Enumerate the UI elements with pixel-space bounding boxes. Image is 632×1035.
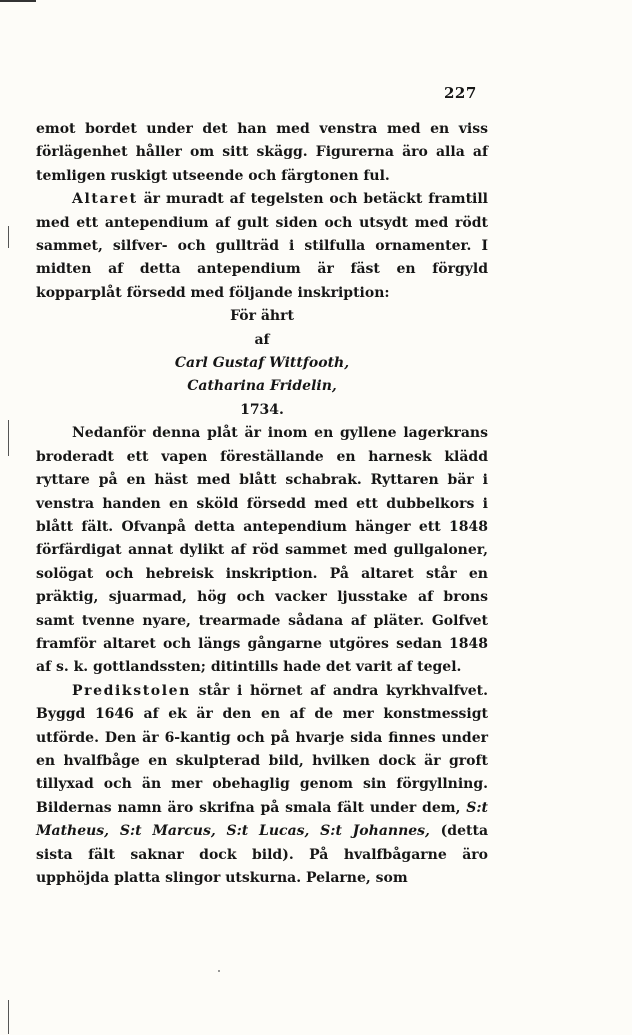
- paragraph-lead: Altaret: [72, 191, 138, 208]
- saint-name: S:t Matheus,: [36, 799, 488, 840]
- saint-name: S:t Marcus,: [119, 823, 216, 840]
- saint-name: S:t Lucas,: [226, 823, 310, 840]
- inscription-year: 1734.: [240, 401, 284, 418]
- paragraph: emot bordet under det han med venstra med en viss förlägenhet håller om sitt skägg. Figurerna äro alla af temligen ruskigt utseende och färgtonen ful.: [36, 121, 488, 184]
- paragraph-text: är muradt af tegelsten och betäckt framtill med ett antependium af gult siden och utsydt med rödt sammet, silfver- och gullträd i stilfulla ornamenter. I midten af detta antependium är fäst en förgyld kopparplåt försedd med följande inskription:: [36, 191, 488, 301]
- scan-edge-mark: [0, 0, 36, 2]
- page-body: [36, 118, 488, 890]
- paragraph-text: står i hörnet af andra kyrkhvalfvet. Byggd 1646 af ek är den en af de mer konstmessigt utförde. Den är 6-kantig och på hvarje sida finnes under en hvalfbåge en skulpterad bild, hvilken dock är groft tillyxad och än mer obehaglig genom sin förgyllning. Bildernas namn äro skrifna på smala fält under dem,: [36, 682, 488, 816]
- scan-margin-line: [8, 1000, 9, 1034]
- paragraph-lead: Predikstolen: [72, 682, 191, 699]
- paragraph: Nedanför denna plåt är inom en gyllene lagerkrans broderadt ett vapen föreställande en harnesk klädd ryttare på en häst med blått schabrak. Ryttaren bär i venstra handen en sköld försedd med ett dubbelkors i blått fält. Ofvanpå detta antependium hänger ett 1848 förfärdigat annat dylikt af röd sammet med gullgaloner, solögat och hebreisk inskription. På altaret står en präktig, sjuarmad, hög och vacker ljusstake af brons samt tvenne nyare, trearmade sådana af pläter. Golfvet framför altaret och längs gångarne utgöres sedan 1848 af s. k. gottlandssten; ditintills hade det varit af tegel.: [36, 425, 488, 676]
- scan-margin-line: [8, 420, 9, 456]
- saint-name: S:t Johannes,: [320, 823, 430, 840]
- inscription-line: af: [254, 331, 270, 348]
- page-number: 227: [444, 84, 477, 102]
- paragraph: [36, 188, 488, 305]
- paragraph-text: (detta sista fält saknar dock bild). På hvalfbågarne äro upphöjda platta slingor utskurna. Pelarne, som: [36, 823, 489, 886]
- inscription-name: [36, 375, 488, 398]
- inscription-line: För ährt: [230, 308, 294, 325]
- scan-speck: [218, 970, 220, 972]
- inscription-name-text: Carl Gustaf Wittfooth,: [174, 355, 350, 372]
- inscription-name: [36, 352, 488, 375]
- paragraph: [36, 680, 488, 891]
- inscription-name-text: Catharina Fridelin,: [187, 378, 337, 395]
- scan-margin-line: [8, 226, 9, 248]
